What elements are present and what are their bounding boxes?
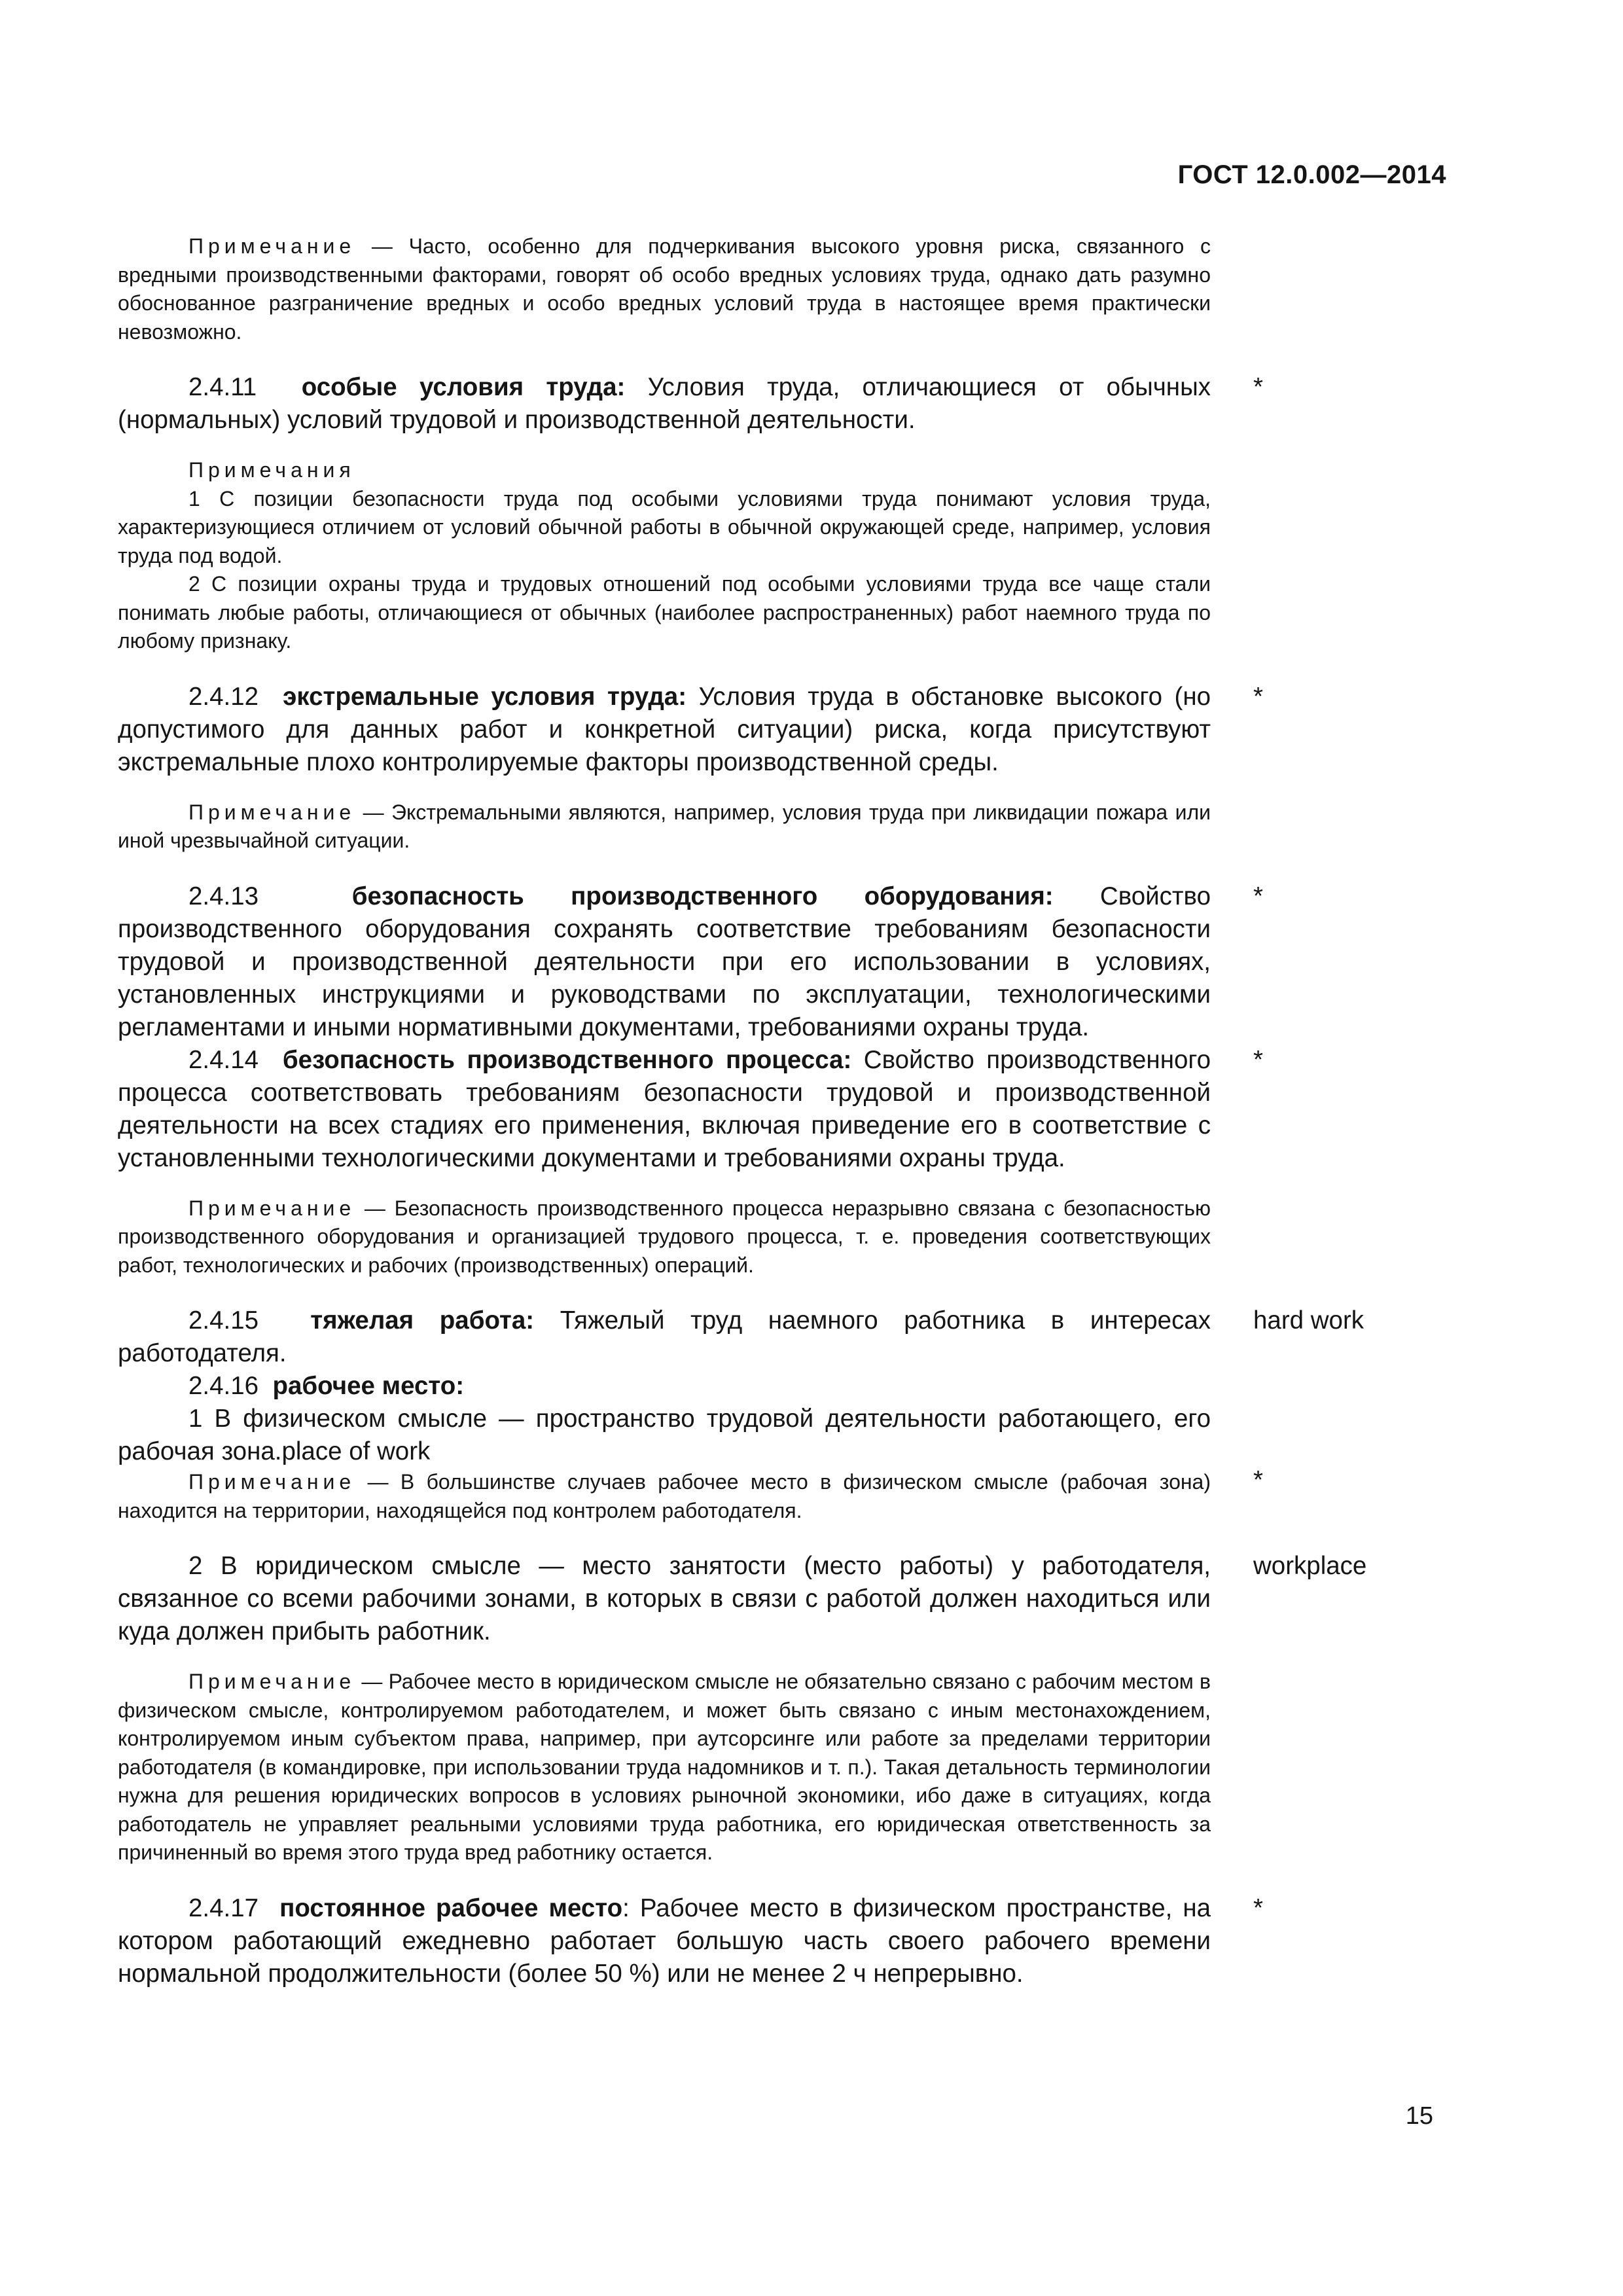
term-definition: : Рабочее место в физическом пространстве, на котором работающий ежедневно работает большую часть своего рабочего времени нормальной продолжительности (более 50 %) или не менее 2 ч непрерывно. — [118, 1893, 1211, 1988]
term-equivalent: * — [1253, 682, 1263, 711]
term-number: 2.4.15 — [188, 1306, 259, 1335]
term-definition: Свойство производственного процесса соответствовать требованиям безопасности трудовой и производственной деятельности на всех стадиях его применения, включая приведение его в соответствие с установленными технологическими документами и требованиями охраны труда. — [118, 1045, 1211, 1172]
term-number: 2.4.12 — [188, 682, 259, 711]
term-definition: Условия труда, отличающиеся от обычных (нормальных) условий трудовой и производственной деятельности. — [118, 373, 1211, 434]
term-title: безопасность производственного процесса: — [282, 1045, 852, 1074]
term-equivalent: * — [1253, 1893, 1263, 1922]
term-entry-2-4-17 — [118, 1892, 1263, 1990]
term-number: 2.4.16 — [188, 1372, 259, 1400]
note-paragraph — [118, 1468, 1211, 1525]
term-definition: Свойство производственного оборудования сохранять соответствие требованиям безопасности трудовой и производственной деятельности при его использовании в условиях, установленных инструкциями и руководствами по эксплуатации, технологическими регламентами и иными нормативными документами, требованиями охраны труда. — [118, 882, 1211, 1041]
note-text: — Безопасность производственного процесса неразрывно связана с безопасностью производственного оборудования и организацией трудового процесса, т. е. проведения соответствующих работ, технологических и рабочих (производственных) операций. — [118, 1196, 1211, 1277]
note-label: Примечание — [188, 234, 356, 258]
term-2-4-16-note-1 — [118, 1466, 1263, 1525]
page-number: 15 — [1405, 2102, 1433, 2130]
term-number: 2.4.11 — [188, 373, 257, 401]
term-title: безопасность производственного оборудования: — [351, 882, 1054, 910]
term-entry-2-4-11 — [118, 371, 1263, 437]
note-text: — Рабочее место в юридическом смысле не обязательно связано с рабочим местом в физическом смысле, контролируемом работодателем, и может быть связано с иным местонахождением, контролируемом иным субъектом права, например, при аутсорсинге или работе за пределами территории работодателя (в командировке, при использовании труда надомников и т. п.). Такая детальность терминологии нужна для решения юридических вопросов в условиях рыночной экономики, ибо даже в ситуациях, когда работодатель не управляет реальными условиями труда работника, его юридическая ответственность за причиненный во время этого труда вред работнику остается. — [118, 1670, 1211, 1864]
note-text: — Экстремальными являются, например, условия труда при ликвидации пожара или иной чрезвычайной ситуации. — [118, 800, 1211, 852]
term-2-4-16-meaning-2 — [118, 1550, 1367, 1648]
term-paragraph — [118, 1370, 1211, 1403]
note-paragraph — [118, 798, 1211, 855]
note-label: Примечание — [188, 800, 356, 824]
note-paragraph — [118, 1194, 1211, 1280]
document-code: ГОСТ 12.0.002—2014 — [1177, 160, 1446, 189]
term-definition: Условия труда в обстановке высокого (но допустимого для данных работ и конкретной ситуации) риска, когда присутствуют экстремальные плохо контролируемые факторы производственной среды. — [118, 682, 1211, 776]
term-paragraph — [118, 880, 1211, 1044]
term-title: особые условия труда: — [301, 373, 626, 401]
term-entry-2-4-12 — [118, 681, 1263, 779]
term-entry-2-4-16 — [118, 1370, 1211, 1468]
term-entry-2-4-14 — [118, 1044, 1263, 1175]
note-paragraph — [118, 1668, 1211, 1867]
note-paragraph — [118, 232, 1211, 346]
note-label: Примечание — [188, 1196, 356, 1220]
note-item: 1 С позиции безопасности труда под особыми условиями труда понимают условия труда, характеризующиеся отличием от условий обычной работы в обычной окружающей среде, например, условия труда под водой. — [118, 486, 1211, 567]
term-equivalent: workplace — [1253, 1552, 1367, 1580]
term-equivalent: * — [1253, 1045, 1263, 1074]
term-equivalent: hard work — [1253, 1306, 1364, 1335]
page-content — [118, 232, 1367, 1990]
term-equivalent: * — [1253, 882, 1263, 910]
notes-heading: Примечания — [188, 458, 355, 482]
note-label: Примечание — [188, 1470, 356, 1494]
note-text: — Часто, особенно для подчеркивания высокого уровня риска, связанного с вредными производственными факторами, говорят об особо вредных условиях труда, однако дать разумно обоснованное разграничение вредных и особо вредных условий труда в настоящее время практически невозможно. — [118, 234, 1211, 344]
term-number: 2.4.14 — [188, 1045, 259, 1074]
term-equivalent: * — [1253, 373, 1263, 401]
note-label: Примечание — [188, 1670, 356, 1693]
term-paragraph — [118, 1044, 1211, 1175]
term-meaning-2: 2 В юридическом смысле — место занятости (место работы) у работодателя, связанное со всеми рабочими зонами, в которых в связи с работой должен находиться или куда должен прибыть работник. — [118, 1552, 1211, 1645]
term-title: постоянное рабочее место — [279, 1893, 623, 1922]
term-equivalent: * — [1253, 1466, 1263, 1494]
term-paragraph — [118, 681, 1211, 779]
term-entry-2-4-15 — [118, 1304, 1364, 1370]
term-paragraph — [118, 371, 1211, 437]
term-paragraph — [118, 1304, 1211, 1370]
note-text: — В большинстве случаев рабочее место в физическом смысле (рабочая зона) находится на территории, находящейся под контролем работодателя. — [118, 1470, 1211, 1522]
note-item: 2 С позиции охраны труда и трудовых отношений под особыми условиями труда все чаще стали понимать любые работы, отличающиеся от обычных (наиболее распространенных) работ наемного труда по любому признаку. — [118, 572, 1211, 653]
term-number: 2.4.13 — [188, 882, 259, 910]
term-title: экстремальные условия труда: — [283, 682, 687, 711]
term-meaning-1: 1 В физическом смысле — пространство трудовой деятельности работающего, его рабочая зона.place of work — [118, 1405, 1211, 1465]
term-entry-2-4-13 — [118, 880, 1263, 1044]
term-definition: Тяжелый труд наемного работника в интересах работодателя. — [118, 1306, 1211, 1367]
term-title: рабочее место: — [272, 1372, 465, 1400]
term-title: тяжелая работа: — [310, 1306, 535, 1335]
term-number: 2.4.17 — [188, 1893, 259, 1922]
term-paragraph — [118, 1892, 1211, 1990]
